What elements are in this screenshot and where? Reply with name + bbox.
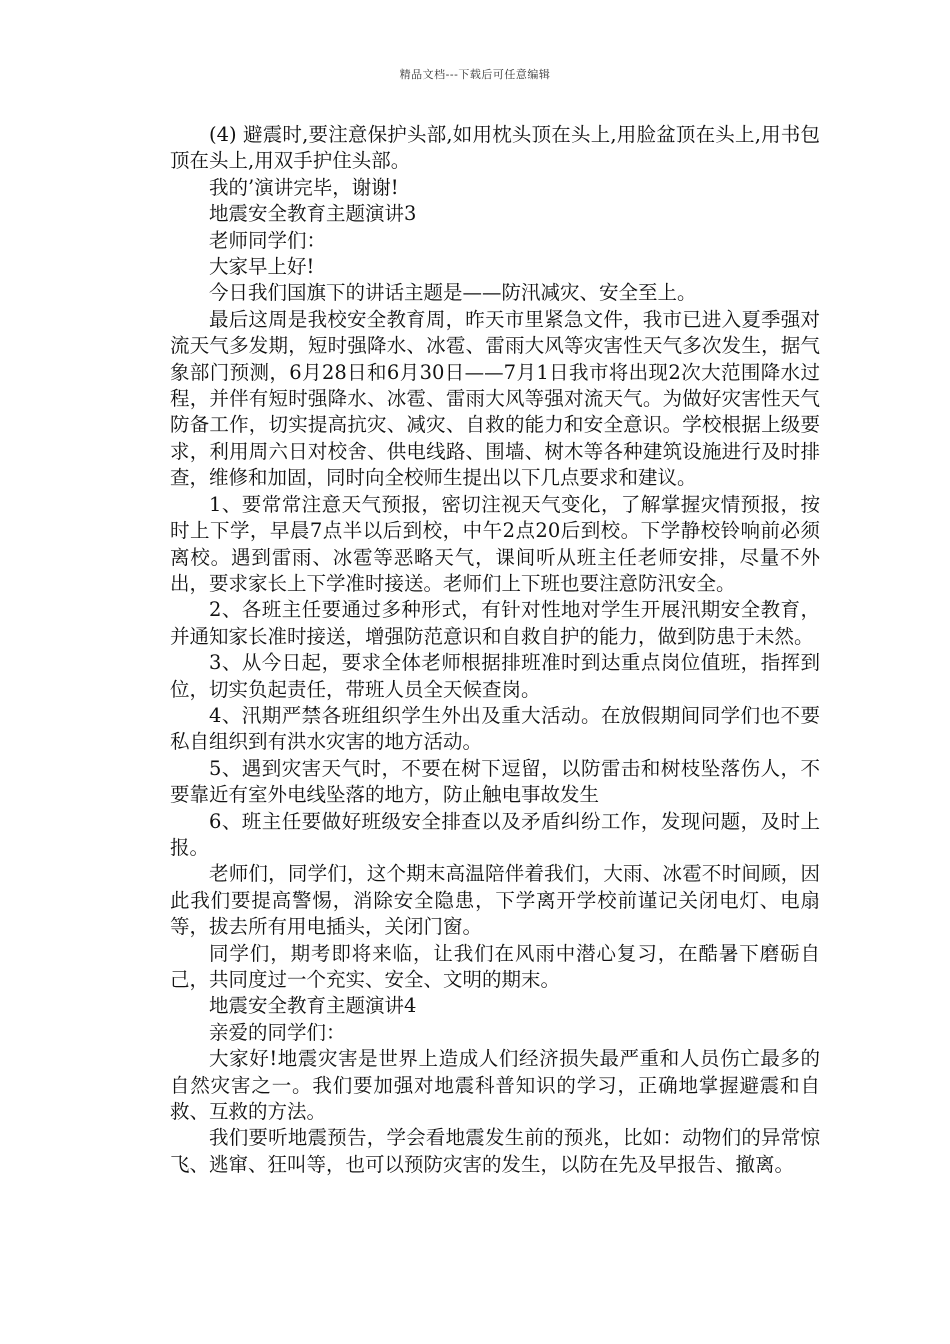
greeting: 大家早上好! <box>209 255 315 279</box>
paragraph: 老师们，同学们，这个期末高温陪伴着我们，大雨、冰雹不时间顾，因此我们要提高警惕，消除安全隐患，下学离开学校前谨记关闭电灯、电扇等，拔去所有用电插头，关闭门窗。 <box>170 862 820 939</box>
paragraph: 同学们，期考即将来临，让我们在风雨中潜心复习，在酷暑下磨砺自己，共同度过一个充实、安全、文明的期末。 <box>170 941 820 991</box>
list-item: 2、各班主任要通过多种形式，有针对性地对学生开展汛期安全教育，并通知家长准时接送，增强防范意识和自救自护的能力，做到防患于未然。 <box>170 598 820 648</box>
list-item: 4、汛期严禁各班组织学生外出及重大活动。在放假期间同学们也不要私自组织到有洪水灾害的地方活动。 <box>170 703 820 754</box>
document-body <box>170 122 820 1178</box>
section-heading: 地震安全教育主题演讲3 <box>209 202 417 226</box>
paragraph: 最后这周是我校安全教育周，昨天市里紧急文件，我市已进入夏季强对流天气多发期，短时强降水、冰雹、雷雨大风等灾害性天气多次发生，据气象部门预测，6月28日和6月30日——7月1日我市将出现2次大范围降水过程，并伴有短时强降水、冰雹、雷雨大风等强对流天气。为做好灾害性天气防备工作，切实提高抗灾、减灾、自救的能力和安全意识。学校根据上级要求，利用周六日对校舍、供电线路、围墙、树木等各种建筑设施进行及时排查，维修和加固，同时向全校师生提出以下几点要求和建议。 <box>170 307 820 490</box>
section-heading: 地震安全教育主题演讲4 <box>209 994 417 1018</box>
list-item: 6、班主任要做好班级安全排查以及矛盾纠纷工作，发现问题，及时上报。 <box>170 809 820 859</box>
paragraph: 大家好!地震灾害是世界上造成人们经济损失最严重和人员伤亡最多的自然灾害之一。我们要加强对地震科普知识的学习，正确地掌握避震和自救、互救的方法。 <box>170 1047 820 1124</box>
salutation: 老师同学们： <box>209 228 327 252</box>
salutation: 亲爱的同学们： <box>209 1020 346 1044</box>
list-item: 3、从今日起，要求全体老师根据排班准时到达重点岗位值班，指挥到位，切实负起责任，带班人员全天候查岗。 <box>170 651 820 701</box>
page-header: 精品文档---下载后可任意编辑 <box>399 68 551 81</box>
paragraph: 我们要听地震预告，学会看地震发生前的预兆，比如：动物们的异常惊飞、逃窜、狂叫等，也可以预防灾害的发生，以防在先及早报告、撤离。 <box>170 1126 820 1176</box>
paragraph: 我的’演讲完毕，谢谢! <box>209 175 399 199</box>
paragraph: 今日我们国旗下的讲话主题是——防汛减灾、安全至上。 <box>209 281 697 305</box>
list-item: 5、遇到灾害天气时，不要在树下逗留，以防雷击和树枝坠落伤人，不要靠近有室外电线坠落的地方，防止触电事故发生 <box>170 756 820 807</box>
paragraph: (4) 避震时,要注意保护头部,如用枕头顶在头上,用脸盆顶在头上,用书包顶在头上,用双手护住头部。 <box>170 123 820 173</box>
list-item: 1、要常常注意天气预报，密切注视天气变化，了解掌握灾情预报，按时上下学，早晨7点半以后到校，中午2点20后到校。下学静校铃响前必须离校。遇到雷雨、冰雹等恶略天气，课间听从班主任老师安排，尽量不外出，要求家长上下学准时接送。老师们上下班也要注意防汛安全。 <box>170 492 820 595</box>
